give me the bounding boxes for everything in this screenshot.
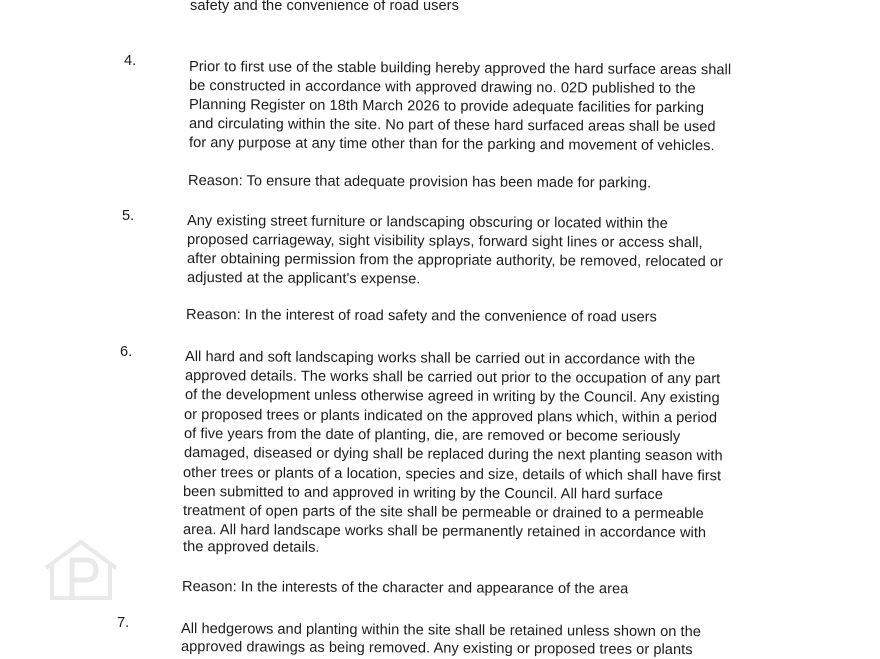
condition-6-number: 6. bbox=[120, 344, 133, 360]
condition-line: adjusted at the applicant's expense. bbox=[186, 270, 421, 288]
condition-6-reason: Reason: In the interests of the character and appearance of the area bbox=[181, 579, 629, 598]
condition-line: for any purpose at any time other than for the parking and movement of vehicles. bbox=[188, 135, 715, 155]
previous-reason-fragment: safety and the convenience of road users bbox=[190, 0, 459, 14]
condition-7-number: 7. bbox=[117, 615, 130, 631]
condition-5-number: 5. bbox=[122, 208, 135, 224]
condition-line: and circulating within the site. No part of these hard surfaced areas shall be used bbox=[188, 116, 716, 136]
condition-line: proposed carriageway, sight visibility splays, forward sight lines or access shall, bbox=[186, 232, 703, 252]
condition-line: or proposed trees or plants indicated on the approved plans which, within a period bbox=[183, 407, 718, 427]
condition-line: of the development unless otherwise agreed in writing by the Council. Any existing bbox=[184, 387, 720, 407]
condition-line: Prior to first use of the stable building hereby approved the hard surface areas shall bbox=[188, 59, 732, 79]
condition-4-reason: Reason: To ensure that adequate provision has been made for parking. bbox=[187, 173, 652, 192]
condition-line: damaged, diseased or dying shall be replaced during the next planting season with bbox=[183, 445, 723, 465]
condition-line: after obtaining permission from the appropriate authority, be removed, relocated or bbox=[186, 251, 724, 271]
condition-line: be constructed in accordance with approved drawing no. 02D published to the bbox=[188, 78, 696, 98]
condition-line: of five years from the date of planting, die, are removed or become seriously bbox=[183, 426, 681, 446]
condition-line: All hard and soft landscaping works shall be carried out in accordance with the bbox=[184, 349, 696, 369]
condition-line: treatment of open parts of the site shall be permeable or drained to a permeable bbox=[182, 503, 704, 523]
condition-line: Planning Register on 18th March 2026 to provide adequate facilities for parking bbox=[188, 97, 705, 117]
condition-line: approved drawings as being removed. Any existing or proposed trees or plants bbox=[180, 639, 693, 659]
condition-line: area. All hard landscape works shall be permanently retained in accordance with bbox=[182, 522, 707, 542]
condition-5-reason: Reason: In the interest of road safety and the convenience of road users bbox=[185, 307, 657, 326]
condition-4-number: 4. bbox=[124, 53, 137, 69]
condition-line: approved details. The works shall be carried out prior to the occupation of any part bbox=[184, 368, 721, 388]
condition-line: been submitted to and approved in writing by the Council. All hard surface bbox=[182, 484, 663, 503]
condition-line: the approved details. bbox=[182, 539, 320, 556]
condition-line: All hedgerows and planting within the site shall be retained unless shown on the bbox=[180, 621, 702, 641]
condition-line: Any existing street furniture or landscaping obscuring or located within the bbox=[186, 213, 668, 232]
house-p-logo-icon bbox=[42, 538, 120, 602]
condition-line: other trees or plants of a location, species and size, details of which shall have first bbox=[182, 465, 722, 485]
